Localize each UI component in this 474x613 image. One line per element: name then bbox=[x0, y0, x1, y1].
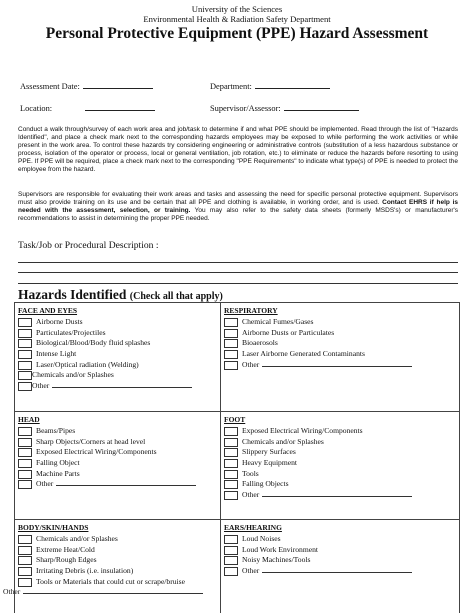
other-item[interactable] bbox=[221, 490, 459, 501]
supervisor-input[interactable] bbox=[284, 103, 359, 111]
hazard-label: Noisy Machines/Tools bbox=[242, 555, 311, 565]
other-label: Other bbox=[3, 587, 21, 597]
hazard-item[interactable] bbox=[221, 447, 459, 458]
task-description-label: Task/Job or Procedural Description : bbox=[18, 240, 159, 251]
checkbox[interactable] bbox=[224, 491, 238, 500]
checkbox[interactable] bbox=[18, 427, 32, 436]
hazard-label: Beams/Pipes bbox=[36, 426, 76, 435]
checkbox[interactable] bbox=[18, 448, 32, 457]
hazard-item[interactable] bbox=[221, 338, 459, 349]
checkbox[interactable] bbox=[224, 459, 238, 468]
hazard-item[interactable] bbox=[15, 447, 220, 458]
checkbox[interactable] bbox=[224, 480, 238, 489]
department-label: Department: bbox=[210, 82, 252, 91]
checkbox[interactable] bbox=[18, 459, 32, 468]
hazard-label: Sharp/Rough Edges bbox=[36, 555, 97, 565]
hazard-item[interactable] bbox=[15, 426, 220, 437]
hazard-label: Intense Light bbox=[36, 349, 77, 359]
hazard-item[interactable] bbox=[15, 545, 220, 556]
instructions-text-a: Supervisors are responsible for evaluating their work areas and tasks and assessing the need for specific personal protective equipment. Supervisors must also provide training on its use and be certain that all PPE and clothing is available, in working order, and is used. bbox=[18, 191, 458, 207]
section-title: EARS/HEARING bbox=[224, 523, 282, 532]
hazard-item[interactable] bbox=[221, 317, 459, 328]
hazard-label: Bioaerosols bbox=[242, 338, 278, 348]
hazards-grid bbox=[3, 302, 460, 613]
other-input[interactable] bbox=[52, 381, 192, 388]
other-input[interactable] bbox=[262, 360, 412, 367]
other-label: Other bbox=[242, 359, 260, 369]
task-description-line[interactable] bbox=[18, 272, 458, 273]
instructions-text-b: You may also refer to the safety data sheets (formerly MSDS's) or manufacturer's recommendations to assist in determining the proper PPE needed. bbox=[18, 207, 458, 223]
checkbox[interactable] bbox=[18, 329, 32, 338]
checkbox[interactable] bbox=[224, 350, 238, 359]
hazard-item[interactable] bbox=[221, 426, 459, 437]
other-item[interactable] bbox=[221, 360, 459, 371]
checkbox[interactable] bbox=[18, 361, 32, 370]
respiratory-section bbox=[221, 303, 459, 370]
checkbox[interactable] bbox=[224, 535, 238, 544]
body-skin-hands-section bbox=[3, 520, 220, 598]
hazard-label: Extreme Heat/Cold bbox=[36, 544, 95, 554]
hazard-item[interactable] bbox=[15, 534, 220, 545]
checkbox[interactable] bbox=[18, 339, 32, 348]
instructions-paragraph-1: Conduct a walk through/survey of each work area and job/task to determine if and what PPE should be implemented. Read through the list of "Hazards Identified", and place a check mark next to the corresponding hazards employees may be exposed to while performing the work activities or while present in the work area. To control these hazards try considering engineering or administrative controls (substitution of a less hazardous substance or process, isolation of the operator or process, local or general ventilation, job rotation, etc.) to eliminate or reduce the hazards before resorting to using PPE. If PPE will be required, place a check mark next to the corresponding "PPE Requirements" to indicate what type(s) of PPE is needed to protect the employee from the hazard. bbox=[18, 126, 458, 174]
checkbox[interactable] bbox=[18, 350, 32, 359]
hazard-item[interactable] bbox=[15, 317, 220, 328]
section-title: RESPIRATORY bbox=[224, 306, 278, 315]
hazard-label: Falling Objects bbox=[242, 479, 289, 489]
checkbox[interactable] bbox=[18, 578, 32, 587]
hazard-label: Falling Object bbox=[36, 458, 80, 468]
other-input[interactable] bbox=[23, 587, 203, 594]
checkbox[interactable] bbox=[224, 438, 238, 447]
checkbox[interactable] bbox=[224, 470, 238, 479]
hazard-label: Airborne Dusts or Particulates bbox=[242, 327, 335, 337]
hazard-item[interactable] bbox=[221, 469, 459, 480]
hazard-label: Tools bbox=[242, 468, 259, 478]
checkbox[interactable] bbox=[224, 567, 238, 576]
hazard-label: Laser Airborne Generated Contaminants bbox=[242, 349, 365, 359]
checkbox[interactable] bbox=[18, 438, 32, 447]
hazard-label: Airborne Dusts bbox=[36, 317, 83, 326]
other-item[interactable] bbox=[15, 479, 220, 490]
hazard-item[interactable] bbox=[15, 566, 220, 577]
department-name: Environmental Health & Radiation Safety Department bbox=[143, 14, 331, 24]
hazard-label: Irritating Debris (i.e. insulation) bbox=[36, 566, 134, 576]
ears-hearing-section bbox=[221, 520, 459, 577]
hazard-item[interactable] bbox=[15, 458, 220, 469]
checkbox[interactable] bbox=[18, 318, 32, 327]
hazard-label: Sharp Objects/Corners at head level bbox=[36, 436, 146, 446]
hazard-item[interactable] bbox=[15, 370, 220, 381]
supervisor-label: Supervisor/Assessor: bbox=[210, 104, 281, 113]
hazard-item[interactable] bbox=[221, 534, 459, 545]
hazard-label: Loud Work Environment bbox=[242, 544, 319, 554]
hazard-label: Tools or Materials that could cut or scrape/bruise bbox=[36, 576, 185, 586]
other-item[interactable] bbox=[15, 381, 220, 392]
assessment-date-input[interactable] bbox=[83, 81, 153, 89]
hazard-item[interactable] bbox=[15, 328, 220, 339]
hazard-item[interactable] bbox=[15, 338, 220, 349]
assessment-date-label: Assessment Date: bbox=[20, 82, 80, 91]
section-title: HEAD bbox=[18, 415, 40, 424]
face-eyes-section bbox=[15, 303, 220, 392]
supervisor-field[interactable] bbox=[210, 103, 359, 113]
hazard-item[interactable] bbox=[221, 328, 459, 339]
contact-ehrs-text: Contact EHRS if help is needed with the assessment, selection, or training. bbox=[18, 199, 458, 215]
location-label: Location: bbox=[20, 104, 53, 113]
hazard-label: Chemicals and/or Splashes bbox=[36, 534, 118, 543]
hazard-label: Laser/Optical radiation (Welding) bbox=[36, 359, 139, 369]
page-title: Personal Protective Equipment (PPE) Hazard Assessment bbox=[45, 25, 429, 42]
checkbox[interactable] bbox=[18, 556, 32, 565]
hazards-subtitle: (Check all that apply) bbox=[129, 291, 223, 302]
head-section bbox=[15, 412, 220, 490]
hazard-item[interactable] bbox=[221, 437, 459, 448]
foot-section bbox=[221, 412, 459, 501]
hazard-label: Chemicals and/or Splashes bbox=[242, 436, 324, 446]
task-description-line[interactable] bbox=[18, 283, 458, 284]
checkbox[interactable] bbox=[224, 556, 238, 565]
document-header bbox=[0, 4, 474, 43]
checkbox[interactable] bbox=[18, 535, 32, 544]
checkbox[interactable] bbox=[224, 546, 238, 555]
hazard-item[interactable] bbox=[221, 458, 459, 469]
hazards-identified-heading bbox=[18, 287, 223, 303]
instructions-paragraph-2 bbox=[18, 191, 458, 223]
hazard-item[interactable] bbox=[15, 469, 220, 480]
hazard-item[interactable] bbox=[221, 479, 459, 490]
checkbox[interactable] bbox=[224, 318, 238, 327]
checkbox[interactable] bbox=[18, 371, 32, 380]
checkbox[interactable] bbox=[224, 339, 238, 348]
checkbox[interactable] bbox=[18, 546, 32, 555]
location-input[interactable] bbox=[85, 103, 155, 111]
hazard-label: Machine Parts bbox=[36, 468, 80, 478]
checkbox[interactable] bbox=[224, 427, 238, 436]
checkbox[interactable] bbox=[18, 470, 32, 479]
hazard-label: Exposed Electrical Wiring/Components bbox=[242, 426, 363, 435]
university-name: University of the Sciences bbox=[191, 4, 283, 14]
checkbox[interactable] bbox=[224, 448, 238, 457]
other-input[interactable] bbox=[56, 479, 196, 486]
other-label: Other bbox=[242, 490, 260, 500]
hazard-item[interactable] bbox=[15, 360, 220, 371]
section-title: FOOT bbox=[224, 415, 246, 424]
other-label: Other bbox=[32, 381, 50, 391]
hazard-item[interactable] bbox=[221, 545, 459, 556]
checkbox[interactable] bbox=[18, 480, 32, 489]
hazard-label: Particulates/Projectiles bbox=[36, 327, 106, 337]
assessment-date-field[interactable] bbox=[20, 81, 153, 91]
section-title: FACE AND EYES bbox=[18, 306, 78, 315]
hazard-label: Biological/Blood/Body fluid splashes bbox=[36, 338, 151, 348]
department-input[interactable] bbox=[255, 81, 330, 89]
checkbox[interactable] bbox=[224, 329, 238, 338]
other-input[interactable] bbox=[262, 566, 412, 573]
section-title: BODY/SKIN/HANDS bbox=[18, 523, 89, 532]
hazard-item[interactable] bbox=[15, 577, 220, 588]
hazard-label: Slippery Surfaces bbox=[242, 447, 296, 457]
hazard-item[interactable] bbox=[15, 349, 220, 360]
hazard-label: Exposed Electrical Wiring/Components bbox=[36, 447, 157, 457]
location-field[interactable] bbox=[20, 103, 155, 113]
other-item[interactable] bbox=[3, 587, 220, 598]
hazard-item[interactable] bbox=[221, 555, 459, 566]
task-description-line[interactable] bbox=[18, 262, 458, 263]
hazard-label: Chemical Fumes/Gases bbox=[242, 317, 314, 326]
hazard-label: Chemicals and/or Splashes bbox=[32, 370, 114, 380]
hazard-label: Loud Noises bbox=[242, 534, 281, 543]
hazard-item[interactable] bbox=[15, 437, 220, 448]
other-label: Other bbox=[242, 566, 260, 576]
other-item[interactable] bbox=[221, 566, 459, 577]
checkbox[interactable] bbox=[18, 382, 32, 391]
checkbox[interactable] bbox=[18, 567, 32, 576]
checkbox[interactable] bbox=[224, 361, 238, 370]
hazard-item[interactable] bbox=[15, 555, 220, 566]
hazards-title: Hazards Identified bbox=[18, 287, 127, 302]
other-input[interactable] bbox=[262, 490, 412, 497]
hazard-item[interactable] bbox=[221, 349, 459, 360]
hazard-label: Heavy Equipment bbox=[242, 458, 298, 468]
department-field[interactable] bbox=[210, 81, 330, 91]
other-label: Other bbox=[36, 479, 54, 489]
